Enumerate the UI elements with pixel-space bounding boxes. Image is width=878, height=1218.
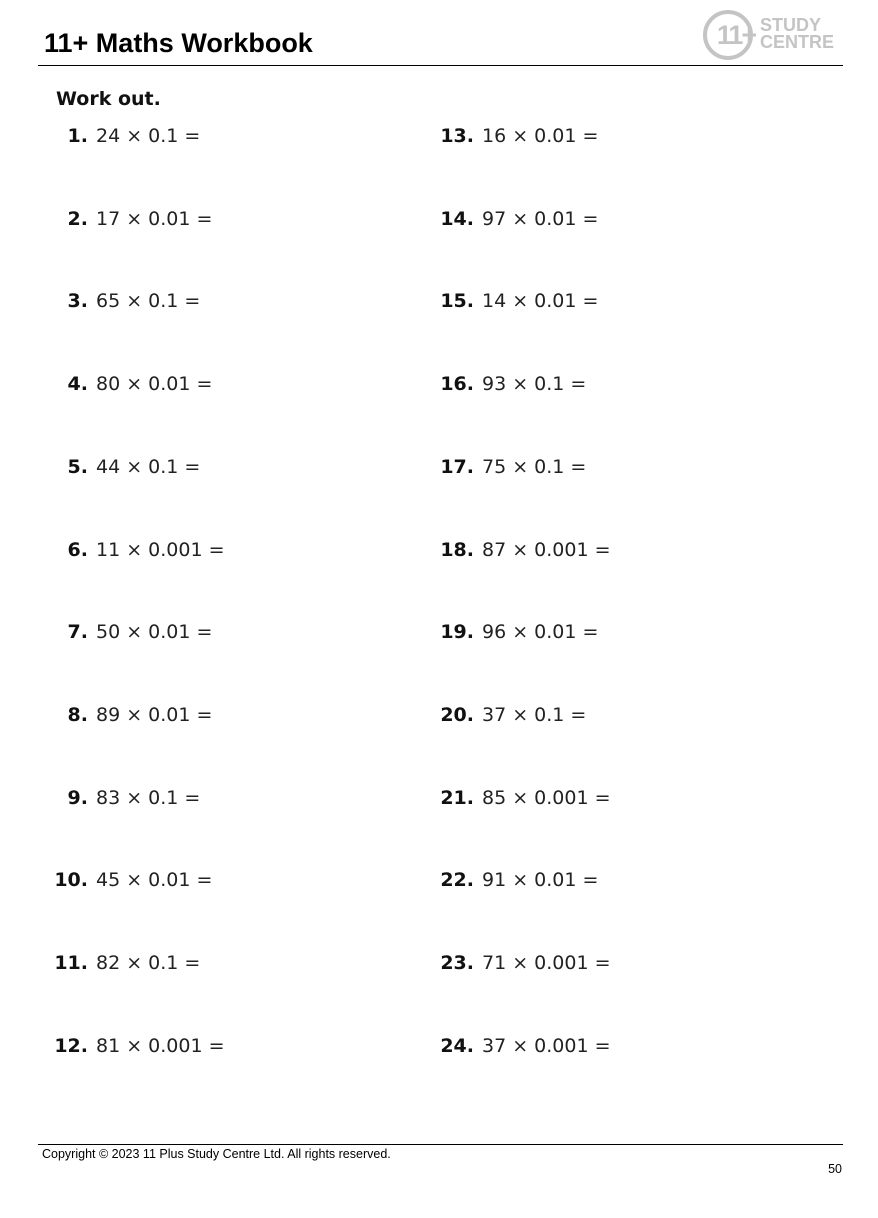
- question-expression: 82 × 0.1 =: [96, 952, 201, 974]
- question-expression: 91 × 0.01 =: [482, 869, 599, 892]
- question-number: 8.: [67, 703, 88, 726]
- question-number: 5.: [67, 455, 88, 478]
- question-item: [54, 866, 212, 894]
- question-expression: 93 × 0.1 =: [482, 373, 587, 396]
- question-number: 1.: [67, 125, 88, 147]
- question-number: 6.: [67, 538, 88, 561]
- question-item: [440, 122, 598, 150]
- question-number: 4.: [67, 373, 88, 396]
- question-number: 20.: [440, 703, 474, 726]
- question-expression: 37 × 0.001 =: [482, 1034, 611, 1057]
- copyright-notice: Copyright © 2023 11 Plus Study Centre Ltd. All rights reserved.: [42, 1147, 391, 1161]
- question-item: [54, 205, 212, 233]
- question-number: 9.: [67, 786, 88, 809]
- question-number: 15.: [440, 290, 474, 313]
- question-expression: 96 × 0.01 =: [482, 621, 599, 644]
- logo-number: 11+: [716, 19, 756, 50]
- question-item: [440, 205, 598, 233]
- question-expression: 85 × 0.001 =: [482, 786, 611, 809]
- question-item: [54, 618, 212, 646]
- question-number: 24.: [440, 1034, 474, 1057]
- question-expression: 75 × 0.1 =: [482, 455, 587, 478]
- question-item: [440, 866, 598, 894]
- question-number: 3.: [67, 290, 88, 313]
- question-expression: 11 × 0.001 =: [96, 538, 225, 561]
- question-item: [440, 287, 598, 315]
- question-item: [440, 1032, 611, 1060]
- question-item: [440, 949, 611, 977]
- question-number: 10.: [54, 869, 88, 892]
- question-expression: 87 × 0.001 =: [482, 538, 611, 561]
- question-expression: 17 × 0.01 =: [96, 207, 213, 230]
- question-item: [54, 370, 212, 398]
- question-number: 22.: [440, 869, 474, 892]
- question-expression: 80 × 0.01 =: [96, 373, 213, 396]
- question-item: [440, 453, 586, 481]
- question-expression: 71 × 0.001 =: [482, 952, 611, 974]
- question-expression: 81 × 0.001 =: [96, 1034, 225, 1057]
- question-number: 23.: [440, 952, 474, 974]
- logo-line-1: STUDY: [760, 15, 822, 35]
- question-number: 14.: [440, 207, 474, 230]
- question-item: [440, 370, 586, 398]
- question-expression: 97 × 0.01 =: [482, 207, 599, 230]
- header-divider: [38, 65, 843, 66]
- question-number: 2.: [67, 207, 88, 230]
- instruction-heading: Work out.: [56, 88, 161, 110]
- question-expression: 89 × 0.01 =: [96, 703, 213, 726]
- question-item: [54, 287, 200, 315]
- question-number: 17.: [440, 455, 474, 478]
- question-item: [54, 122, 200, 150]
- question-expression: 65 × 0.1 =: [96, 290, 201, 313]
- logo-text: [760, 17, 834, 51]
- page-title: 11+ Maths Workbook: [44, 28, 313, 58]
- question-expression: 16 × 0.01 =: [482, 125, 599, 147]
- question-item: [440, 536, 611, 564]
- logo-line-2: CENTRE: [760, 32, 835, 52]
- question-expression: 83 × 0.1 =: [96, 786, 201, 809]
- question-expression: 24 × 0.1 =: [96, 125, 201, 147]
- question-expression: 37 × 0.1 =: [482, 703, 587, 726]
- question-number: 21.: [440, 786, 474, 809]
- question-item: [440, 618, 598, 646]
- question-item: [54, 784, 200, 812]
- question-expression: 45 × 0.01 =: [96, 869, 213, 892]
- question-item: [54, 949, 200, 977]
- question-item: [54, 453, 200, 481]
- logo-circle-icon: [703, 10, 756, 60]
- question-number: 16.: [440, 373, 474, 396]
- question-number: 7.: [67, 621, 88, 644]
- question-number: 11.: [54, 952, 88, 974]
- question-expression: 44 × 0.1 =: [96, 455, 201, 478]
- question-number: 13.: [440, 125, 474, 147]
- question-item: [440, 784, 611, 812]
- study-centre-logo: [703, 10, 848, 62]
- question-expression: 14 × 0.01 =: [482, 290, 599, 313]
- question-expression: 50 × 0.01 =: [96, 621, 213, 644]
- question-number: 18.: [440, 538, 474, 561]
- footer-divider: [38, 1144, 843, 1145]
- page-number: 50: [828, 1162, 842, 1176]
- question-item: [54, 1032, 225, 1060]
- question-number: 19.: [440, 621, 474, 644]
- question-item: [440, 701, 586, 729]
- question-item: [54, 536, 225, 564]
- question-item: [54, 701, 212, 729]
- question-number: 12.: [54, 1034, 88, 1057]
